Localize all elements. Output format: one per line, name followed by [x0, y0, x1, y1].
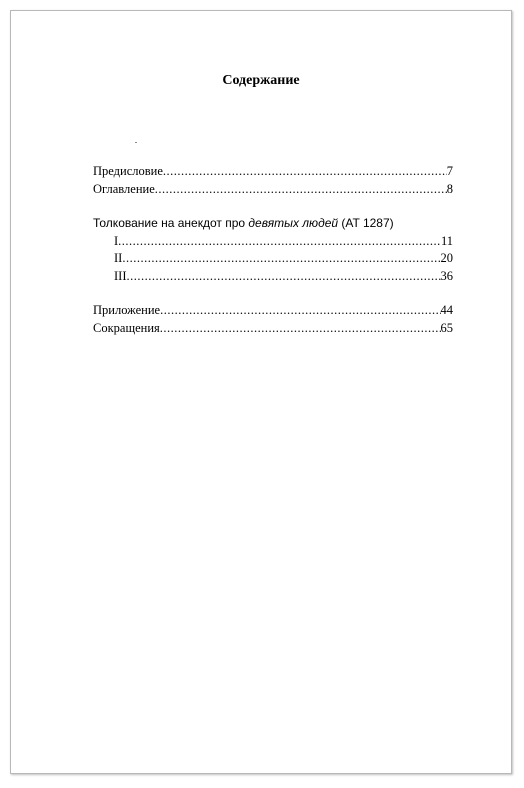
toc-entry-part-1[interactable]: [93, 233, 453, 251]
toc-entry-part-2[interactable]: [93, 250, 453, 268]
toc-entry-contents[interactable]: [93, 181, 453, 199]
toc-entry-abbreviations[interactable]: [93, 320, 453, 338]
toc-entry-page: 44: [440, 303, 453, 317]
toc-entry-label: Оглавление: [93, 181, 155, 196]
toc-entry-page: 7: [446, 164, 453, 178]
leader-dots: [160, 302, 440, 320]
leader-dots: [118, 233, 441, 251]
leader-dots: [127, 268, 441, 286]
toc-entry-label: II: [114, 251, 123, 265]
toc-entry-page: 36: [440, 268, 453, 283]
section-heading-suffix: (AT 1287): [338, 216, 394, 230]
document-page: [10, 10, 512, 774]
section-heading-prefix: Толкование на анекдот про: [93, 216, 249, 230]
section-heading-italic: девятых людей: [248, 216, 339, 230]
leader-dots: [155, 181, 447, 199]
toc-entry-page: 20: [440, 251, 453, 265]
toc-entry-label: I: [114, 233, 119, 248]
toc-entry-label: III: [114, 268, 127, 283]
leader-dots: [163, 163, 447, 181]
scan-speck: [135, 142, 137, 143]
section-heading: [93, 215, 453, 233]
leader-dots: [160, 320, 441, 338]
toc-entry-page: 11: [440, 233, 453, 248]
spacer: [93, 285, 453, 302]
toc-entry-appendix[interactable]: [93, 302, 453, 320]
toc-entry-label: Сокращения: [93, 320, 160, 335]
toc-entry-label: Приложение: [93, 303, 161, 317]
toc-entry-page: 65: [440, 320, 453, 335]
toc-entry-label: Предисловие: [93, 164, 163, 178]
leader-dots: [122, 250, 440, 268]
page-title: Содержание: [222, 73, 300, 88]
toc-entry-page: 8: [446, 181, 453, 196]
toc-entry-part-3[interactable]: [93, 268, 453, 286]
table-of-contents: [93, 163, 453, 337]
toc-entry-preface[interactable]: [93, 163, 453, 181]
